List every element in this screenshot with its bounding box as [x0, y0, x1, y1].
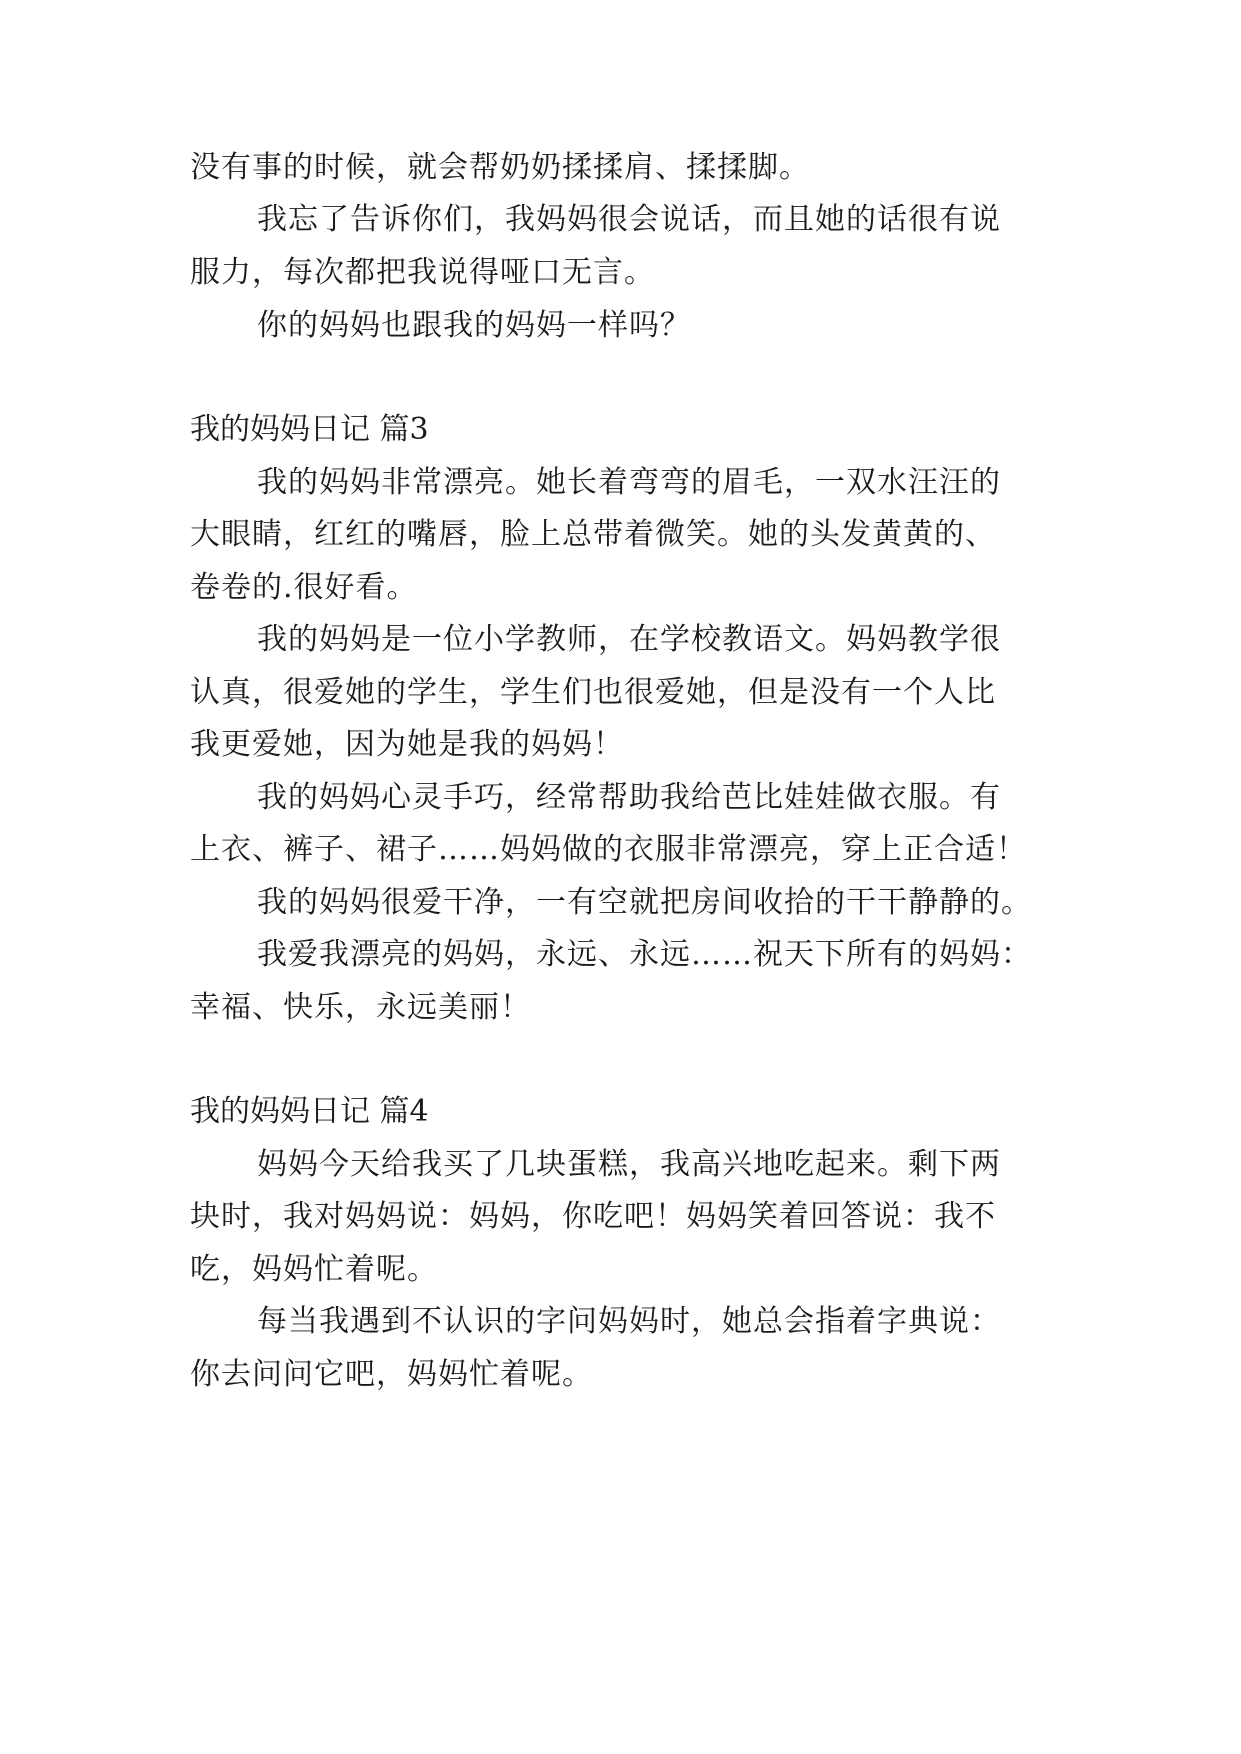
paragraph-line: 我的妈妈心灵手巧，经常帮助我给芭比娃娃做衣服。有 [257, 780, 1001, 815]
paragraph-line: 我的妈妈很爱干净，一有空就把房间收拾的干干静静的。 [257, 885, 1032, 920]
text-line: 认真，很爱她的学生，学生们也很爱她，但是没有一个人比 [190, 675, 996, 710]
paragraph-line: 我忘了告诉你们，我妈妈很会说话，而且她的话很有说 [257, 202, 1001, 237]
paragraph-line: 我爱我漂亮的妈妈，永远、永远……祝天下所有的妈妈： [257, 937, 1032, 972]
text-line: 服力，每次都把我说得哑口无言。 [190, 255, 655, 290]
text-line: 幸福、快乐，永远美丽！ [190, 990, 531, 1025]
text-line: 吃，妈妈忙着呢。 [190, 1252, 438, 1287]
text-line: 上衣、裤子、裙子……妈妈做的衣服非常漂亮，穿上正合适！ [190, 832, 1027, 867]
text-line: 我更爱她，因为她是我的妈妈！ [190, 727, 624, 762]
text-line: 卷卷的.很好看。 [190, 570, 418, 605]
text-line: 块时，我对妈妈说：妈妈，你吃吧！妈妈笑着回答说：我不 [190, 1199, 996, 1234]
section-heading: 我的妈妈日记 篇4 [190, 1094, 429, 1129]
paragraph-line: 每当我遇到不认识的字问妈妈时，她总会指着字典说： [257, 1304, 1001, 1339]
paragraph-line: 我的妈妈非常漂亮。她长着弯弯的眉毛，一双水汪汪的 [257, 465, 1001, 500]
section-heading: 我的妈妈日记 篇3 [190, 412, 429, 447]
text-line: 你去问问它吧，妈妈忙着呢。 [190, 1357, 593, 1392]
paragraph-line: 你的妈妈也跟我的妈妈一样吗？ [257, 308, 691, 343]
text-line: 没有事的时候，就会帮奶奶揉揉肩、揉揉脚。 [190, 150, 810, 185]
paragraph-line: 妈妈今天给我买了几块蛋糕，我高兴地吃起来。剩下两 [257, 1147, 1001, 1182]
text-line: 大眼睛，红红的嘴唇，脸上总带着微笑。她的头发黄黄的、 [190, 517, 996, 552]
paragraph-line: 我的妈妈是一位小学教师，在学校教语文。妈妈教学很 [257, 622, 1001, 657]
